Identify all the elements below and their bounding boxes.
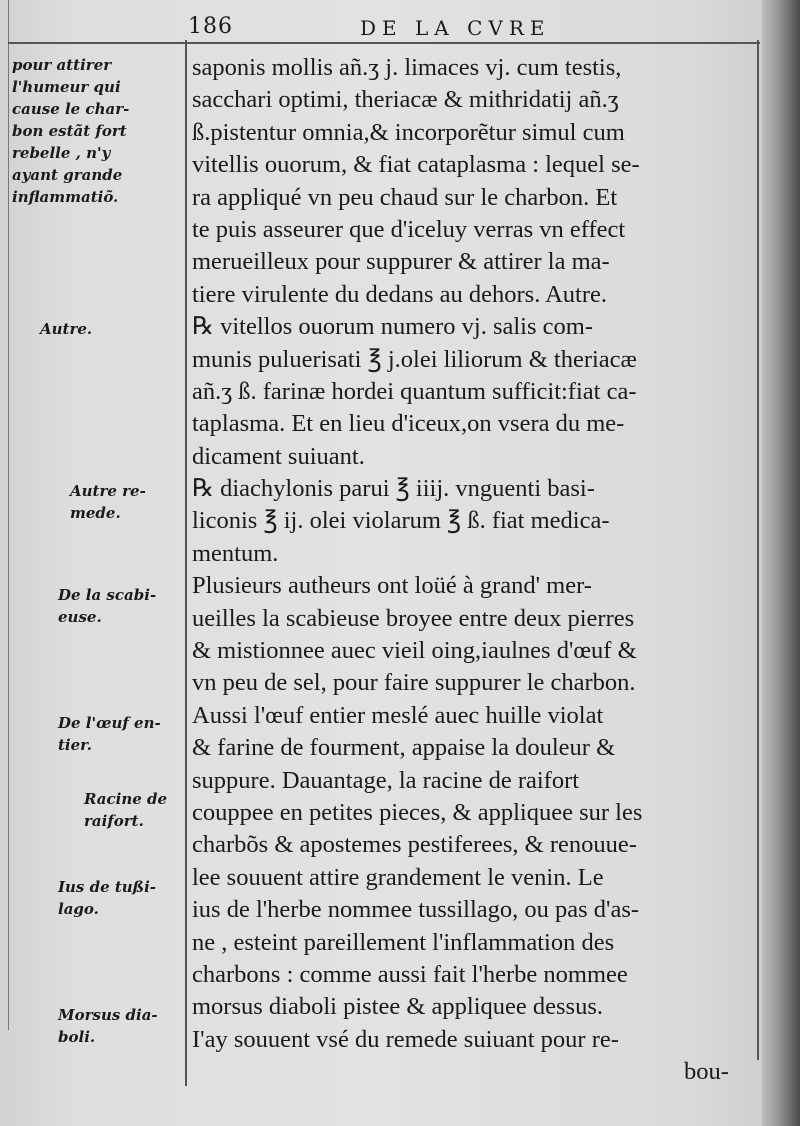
margin-note-line: tier.	[58, 736, 92, 754]
margin-note-line: Autre re-	[70, 482, 146, 500]
margin-note-line: De la scabi-	[58, 586, 157, 604]
header-rule	[8, 42, 760, 44]
margin-note-line: inflammatiõ.	[12, 188, 119, 206]
text-line: liconis ℥ ij. olei violarum ℥ ß. fiat medica-	[192, 507, 610, 535]
margin-note-line: lago.	[58, 900, 99, 918]
text-line: merueilleux pour suppurer & attirer la ma-	[192, 248, 610, 276]
margin-note-line: ayant grande	[12, 166, 123, 184]
margin-note-line: Autre.	[40, 320, 93, 338]
text-line: I'ay souuent vsé du remede suiuant pour re-	[192, 1025, 619, 1053]
text-line: vn peu de sel, pour faire suppurer le charbon.	[192, 669, 636, 697]
text-line: ueilles la scabieuse broyee entre deux pierres	[192, 604, 635, 632]
text-line: sacchari optimi, theriacæ & mithridatij añ.ʒ	[192, 86, 619, 114]
text-line: lee souuent attire grandement le venin. Le	[192, 863, 604, 891]
text-line: ne , esteint pareillement l'inflammation des	[192, 928, 615, 956]
margin-note-line: Morsus dia-	[58, 1006, 158, 1024]
margin-note-line: rebelle , n'y	[12, 144, 111, 162]
text-line: munis puluerisati ℥ j.olei liliorum & theriacæ	[192, 345, 637, 373]
running-head: DE LA CVRE	[360, 16, 551, 40]
text-line: tiere virulente du dedans au dehors. Autre.	[192, 280, 608, 308]
text-line: charbons : comme aussi fait l'herbe nommee	[192, 960, 628, 988]
text-line: Aussi l'œuf entier meslé auec huille violat	[192, 701, 604, 729]
text-line: & farine de fourment, appaise la douleur &	[192, 734, 616, 762]
catchword: bou-	[684, 1058, 729, 1086]
text-line: taplasma. Et en lieu d'iceux,on vsera du me-	[192, 410, 625, 438]
margin-note-line: Ius de tußi-	[58, 878, 156, 896]
text-line: añ.ʒ ß. farinæ hordei quantum sufficit:fiat ca-	[192, 377, 637, 405]
text-line: Plusieurs autheurs ont loüé à grand' mer-	[192, 572, 592, 600]
margin-note-line: l'humeur qui	[12, 78, 121, 96]
text-line: suppure. Dauantage, la racine de raifort	[192, 766, 580, 794]
page-number: 186	[188, 14, 233, 39]
text-line: charbõs & apostemes pestiferees, & renouue-	[192, 831, 637, 859]
margin-note-line: euse.	[58, 608, 102, 626]
text-line: saponis mollis añ.ʒ j. limaces vj. cum testis,	[192, 54, 622, 81]
text-line: ℞ vitellos ouorum numero vj. salis com-	[192, 313, 593, 341]
margin-note-line: bon estãt fort	[12, 122, 127, 140]
text-line: te puis asseurer que d'iceluy verras vn effect	[192, 215, 626, 243]
margin-note-autre	[40, 318, 210, 340]
right-rule	[757, 40, 759, 1060]
margin-note-line: mede.	[70, 504, 121, 522]
margin-note-line: cause le char-	[12, 100, 130, 118]
outer-rule	[8, 0, 9, 1030]
text-line: couppee en petites pieces, & appliquee sur les	[192, 798, 643, 826]
text-line: vitellis ouorum, & fiat cataplasma : lequel se-	[192, 151, 640, 179]
margin-note-line: pour attirer	[12, 56, 112, 74]
text-line: & mistionnee auec vieil oing,iaulnes d'œuf &	[192, 637, 637, 665]
text-line: ius de l'herbe nommee tussillago, ou pas d'as-	[192, 896, 640, 924]
main-text	[192, 52, 754, 1089]
margin-note-line: boli.	[58, 1028, 96, 1046]
text-line: dicament suiuant.	[192, 442, 365, 470]
margin-note-attirer	[12, 54, 182, 208]
text-line: ß.pistentur omnia,& incorporẽtur simul cum	[192, 118, 625, 146]
margin-note-line: Racine de	[84, 790, 168, 808]
text-line: morsus diaboli pistee & appliquee dessus.	[192, 993, 603, 1021]
margin-note-line: raifort.	[84, 812, 144, 830]
margin-note-line: De l'œuf en-	[58, 714, 161, 732]
book-gutter-shadow	[762, 0, 800, 1126]
text-line: ra appliqué vn peu chaud sur le charbon. Et	[192, 183, 618, 211]
margin-rule	[185, 40, 187, 1086]
text-line: ℞ diachylonis parui ℥ iiij. vnguenti basi-	[192, 475, 595, 503]
text-line: mentum.	[192, 539, 279, 567]
